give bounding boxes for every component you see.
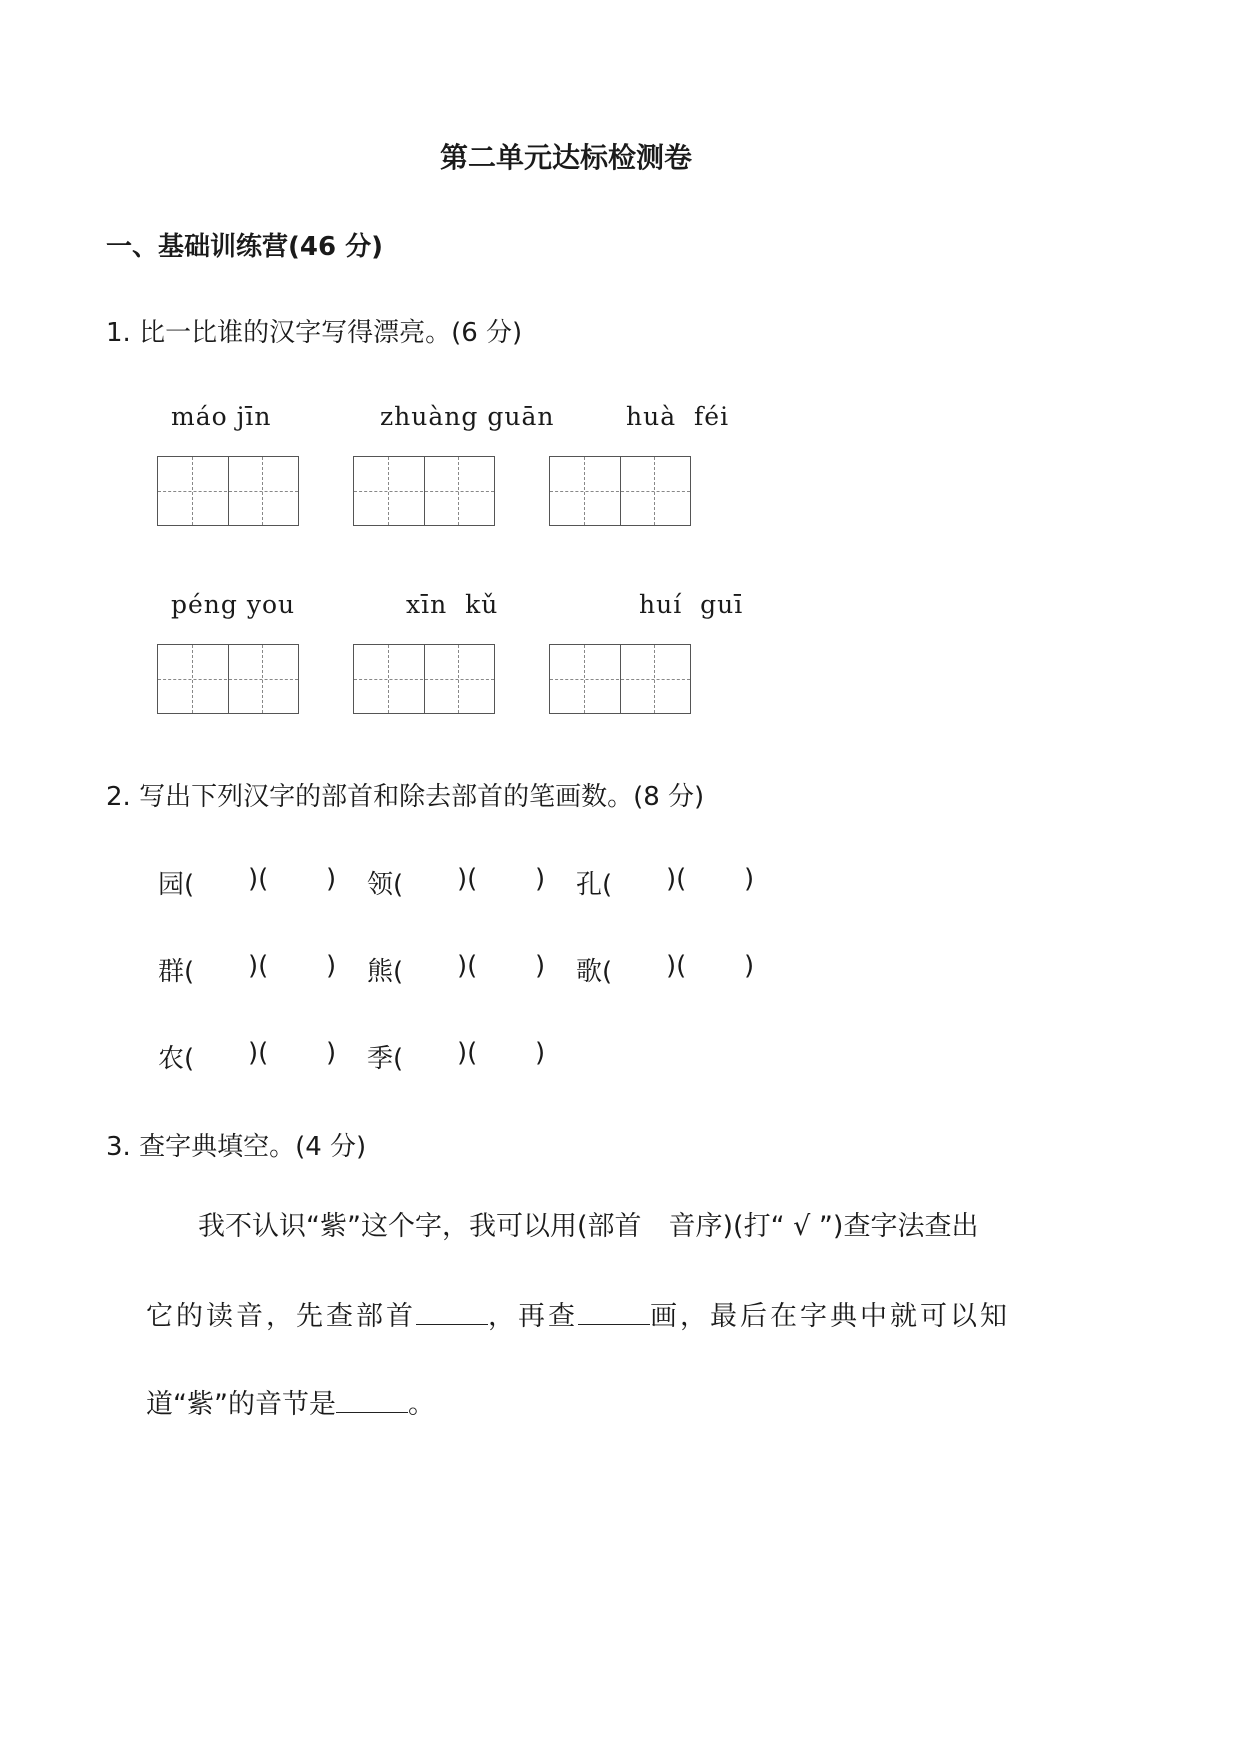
radical-item: 群( (158, 957, 195, 987)
question-3-prompt: 3. 查字典填空。(4 分) (106, 1132, 367, 1162)
radical-item: 孔( (576, 870, 613, 900)
answer-parens[interactable]: ) (744, 864, 755, 894)
question-3-line-2: 它的读音，先查部首 ，再查 画，最后在字典中就可以知 (146, 1301, 1010, 1332)
radical-item: 季( (367, 1044, 404, 1074)
pinyin-label: xīn kǔ (406, 590, 499, 619)
answer-parens[interactable]: ) (535, 1038, 546, 1068)
pinyin-label: huí guī (639, 590, 744, 619)
answer-parens[interactable]: )( (457, 864, 478, 894)
writing-grid[interactable] (157, 644, 299, 714)
answer-parens[interactable]: )( (248, 1038, 269, 1068)
answer-parens[interactable]: )( (248, 864, 269, 894)
writing-grid[interactable] (157, 456, 299, 526)
pinyin-label: zhuàng guān (380, 402, 555, 431)
pinyin-label: huà féi (626, 402, 730, 431)
stroke-count-blank[interactable] (578, 1302, 650, 1325)
answer-parens[interactable]: ) (326, 951, 337, 981)
writing-grid[interactable] (353, 456, 495, 526)
writing-grid[interactable] (549, 456, 691, 526)
answer-parens[interactable]: )( (666, 864, 687, 894)
answer-parens[interactable]: )( (666, 951, 687, 981)
question-3-line-1: 我不认识“紫”这个字，我可以用(部首 音序)(打“ √ ”)查字法查出 (198, 1211, 979, 1242)
pinyin-label: máo jīn (171, 402, 272, 431)
answer-parens[interactable]: ) (326, 1038, 337, 1068)
question-1-prompt: 1. 比一比谁的汉字写得漂亮。(6 分) (106, 318, 523, 348)
radical-item: 农( (158, 1044, 195, 1074)
question-3-line-3: 道“紫”的音节是 。 (146, 1389, 435, 1420)
answer-parens[interactable]: ) (535, 951, 546, 981)
radical-item: 领( (367, 870, 404, 900)
answer-parens[interactable]: ) (326, 864, 337, 894)
answer-parens[interactable]: )( (457, 951, 478, 981)
radical-item: 园( (158, 870, 195, 900)
writing-grid[interactable] (353, 644, 495, 714)
section-heading-basic: 一、基础训练营(46 分) (106, 232, 383, 262)
answer-parens[interactable]: ) (744, 951, 755, 981)
writing-grid[interactable] (549, 644, 691, 714)
page-title: 第二单元达标检测卷 (440, 141, 693, 174)
pinyin-label: péng you (171, 590, 296, 619)
question-2-prompt: 2. 写出下列汉字的部首和除去部首的笔画数。(8 分) (106, 782, 705, 812)
answer-parens[interactable]: )( (248, 951, 269, 981)
radical-item: 歌( (576, 957, 613, 987)
answer-parens[interactable]: ) (535, 864, 546, 894)
radical-item: 熊( (367, 957, 404, 987)
answer-parens[interactable]: )( (457, 1038, 478, 1068)
radical-answer-blank[interactable] (416, 1302, 488, 1325)
syllable-answer-blank[interactable] (336, 1390, 408, 1413)
